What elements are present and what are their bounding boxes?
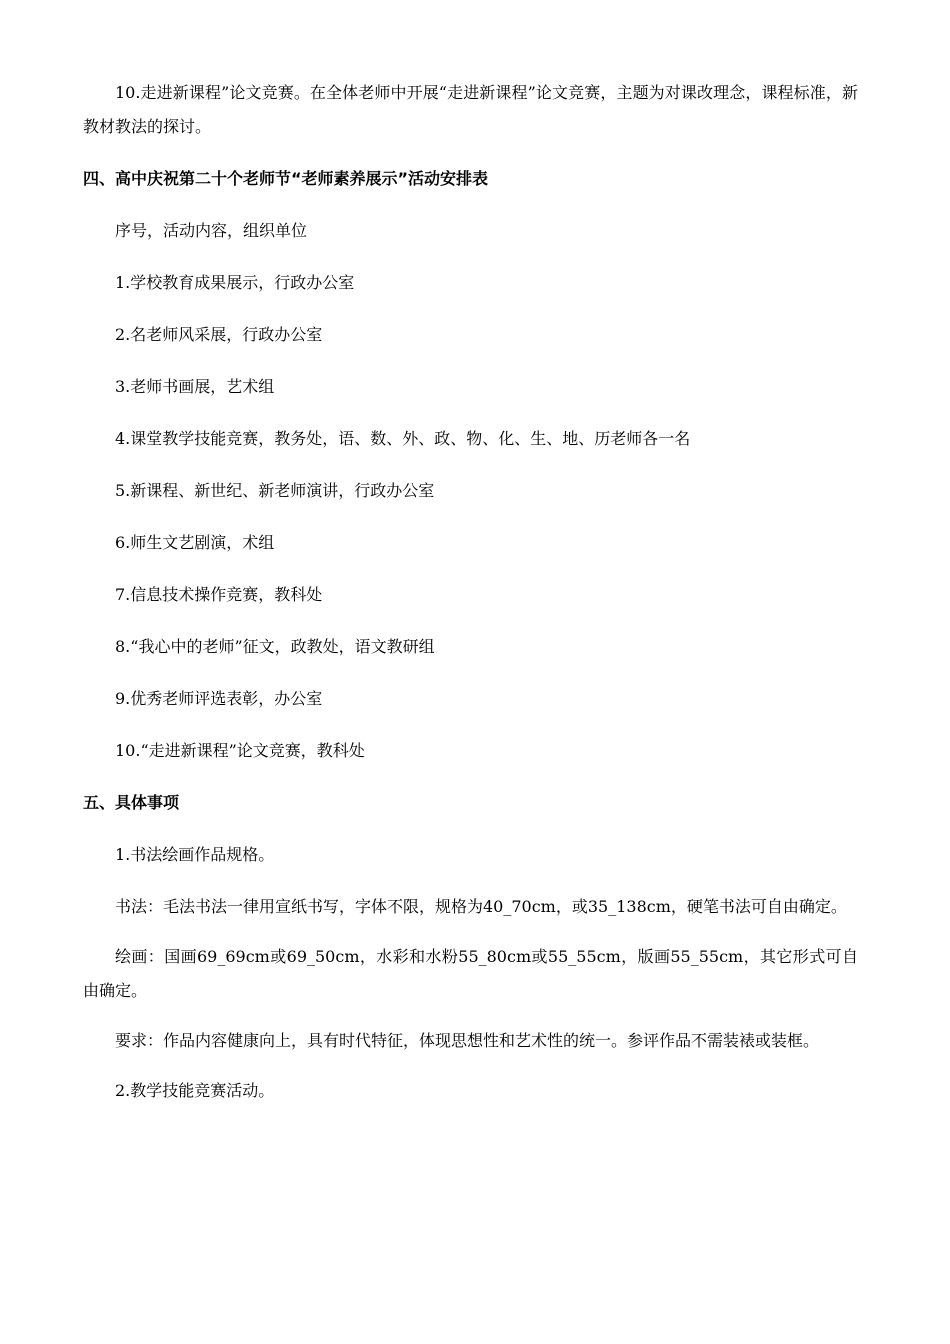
list-item: 4.课堂教学技能竞赛，教务处，语、数、外、政、物、化、生、地、历老师各一名 xyxy=(115,429,691,448)
list-item: 9.优秀老师评选表彰，办公室 xyxy=(115,689,323,708)
list-item: 5.新课程、新世纪、新老师演讲，行政办公室 xyxy=(115,481,435,500)
list-item: 2.名老师风采展，行政办公室 xyxy=(115,325,323,344)
painting-paragraph: 绘画：国画69_69cm或69_50cm，水彩和水粉55_80cm或55_55cm，版画55_55cm，其它形式可自由确定。 xyxy=(83,947,858,1000)
list-item: 8.“我心中的老师”征文，政教处，语文教研组 xyxy=(115,637,435,656)
list-item: 3.老师书画展，艺术组 xyxy=(115,377,275,396)
list-item: 10.“走进新课程”论文竞赛，教科处 xyxy=(115,741,365,760)
intro-paragraph: 10.走进新课程”论文竞赛。在全体老师中开展“走进新课程”论文竞赛，主题为对课改理念，课程标准，新教材教法的探讨。 xyxy=(83,83,858,136)
document-page xyxy=(83,76,858,1126)
requirement-paragraph: 要求：作品内容健康向上，具有时代特征，体现思想性和艺术性的统一。参评作品不需装裱或装框。 xyxy=(115,1031,820,1050)
calligraphy-paragraph: 书法：毛法书法一律用宣纸书写，字体不限，规格为40_70cm，或35_138cm，硬笔书法可自由确定。 xyxy=(115,897,847,916)
list-item: 7.信息技术操作竞赛，教科处 xyxy=(115,585,323,604)
table-header-line: 序号，活动内容，组织单位 xyxy=(115,221,308,240)
section-five-item1-title: 1.书法绘画作品规格。 xyxy=(115,845,275,864)
section-five-heading: 五、具体事项 xyxy=(83,793,180,812)
section-five-item2-title: 2.教学技能竞赛活动。 xyxy=(115,1081,275,1100)
section-four-heading: 四、高中庆祝第二十个老师节“老师素养展示”活动安排表 xyxy=(83,169,489,188)
list-item: 6.师生文艺剧演，术组 xyxy=(115,533,275,552)
list-item: 1.学校教育成果展示，行政办公室 xyxy=(115,273,355,292)
